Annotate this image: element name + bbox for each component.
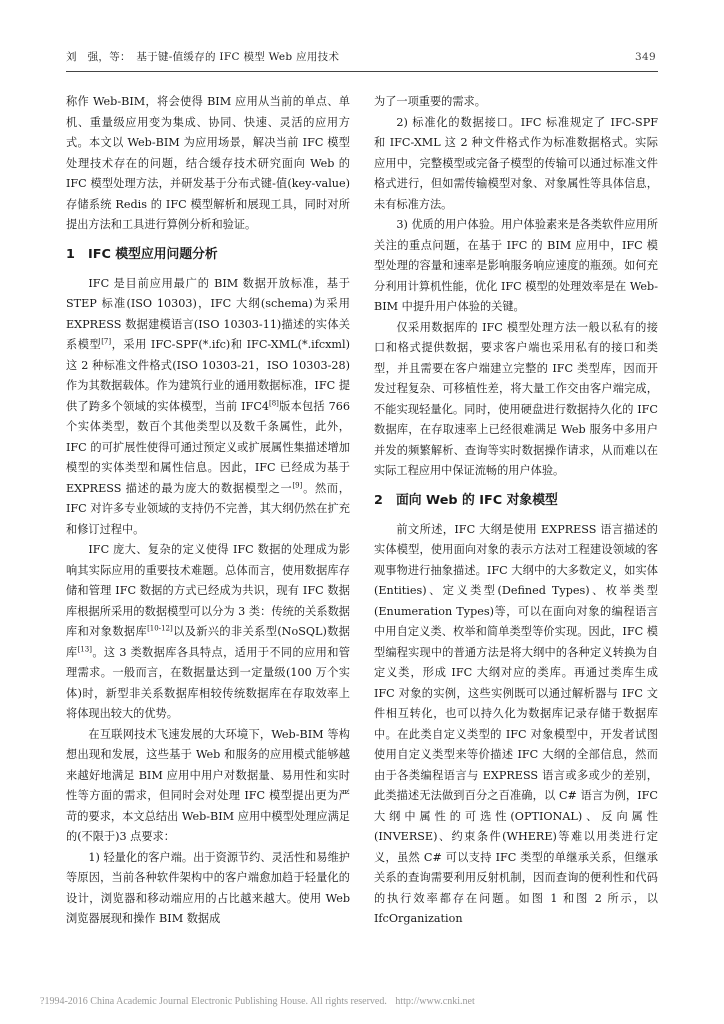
paragraph: 为了一项重要的需求。 — [374, 95, 486, 108]
section-title: 面向 Web 的 IFC 对象模型 — [396, 492, 558, 508]
section-title: IFC 模型应用问题分析 — [88, 246, 218, 262]
section-heading-1 — [66, 244, 350, 266]
left-column — [66, 92, 350, 925]
copyright-footer — [40, 994, 690, 1010]
text-run: 以及新兴的非关系型(NoSQL)数据库 — [66, 625, 350, 659]
paragraph — [66, 540, 350, 725]
section-number: 1 — [66, 246, 75, 262]
citation[interactable]: [9] — [292, 480, 303, 489]
paragraph — [66, 274, 350, 541]
citation[interactable]: [7] — [101, 337, 112, 346]
paragraph: 1) 轻量化的客户端。出于资源节约、灵活性和易维护等原因，当前各种软件架构中的客户端愈加趋于轻量化的设计，浏览器和移动端应用的占比越来越大。使用 Web 浏览器展现和操作 BIM 数据成 — [66, 850, 350, 925]
paragraph: 前文所述，IFC 大纲是使用 EXPRESS 语言描述的实体模型，使用面向对象的表示方法对工程建设领域的客观事物进行抽象描述。IFC 大纲中的大多数定义，如实体(Entities)、定义类型(Defined Types)、枚举类型(Enumeration Types)等，可以在面向对象的编程语言中用自定义类、枚举和简单类型等价实现。因此，IFC 模型编程实现中的普通方法是将大纲中的各种定义转换为自定义类，形成 IFC 大纲对应的类库。再通过类库生成 IFC 对象的实例，这些实例既可以通过解析器与 IFC 文件相互转化，也可以持久化为数据库记录存储于数据库中。在此类自定义类型的 IFC 对象模型中，开发者试图使用自定义类型来等价描述 IFC 大纲的全部信息，然而由于各类编程语言与 EXPRESS 语言或多或少的差别，此类描述无法做到百分之百准确，以 C# 语言为例，IFC 大纲中属性的可选性(OPTIONAL)、反向属性(INVERSE)、约束条件(WHERE)等难以用类进行定义，虽然 C# 可以支持 IFC 类型的单继承关系，但继承关系的查询需要利用反射机制，因而查询的便利性和代码的执行效率都存在问题。如图 1 和图 2 所示，以 IfcOrganization — [374, 522, 658, 925]
text-run: 。这 3 类数据库各具特点，适用于不同的应用和管理需求。一般而言，在数据量达到一定量级(100 万个实体)时，新型非关系数据库相较传统数据库在存取效率上将体现出较大的优势。 — [66, 645, 350, 720]
section-heading-2 — [374, 490, 658, 512]
header-rule — [66, 71, 658, 72]
running-title: 刘 强，等： 基于键-值缓存的 IFC 模型 Web 应用技术 — [66, 51, 340, 63]
text-run: IFC 庞大、复杂的定义使得 IFC 数据的处理成为影响其实际应用的重要技术难题。总体而言，使用数据库存储和管理 IFC 数据的方式已经成为共识，现有 IFC 数据库根据所采用的数据模型可以分为 3 类：传统的关系数据库和对象数据库 — [66, 543, 350, 638]
paragraph: 在互联网技术飞速发展的大环境下，Web-BIM 等构想出现和发展，这些基于 Web 和服务的应用模式能够越来越好地满足 BIM 应用中用户对数据量、易用性和实时性等方面的需求，但同时会对处理 IFC 模型提出更为严苛的要求，本文总结出 Web-BIM 应用中模型处理应满足的(不限于)3 点要求： — [66, 727, 350, 843]
page-number: 349 — [635, 51, 656, 63]
text-run: 。然而，IFC 对许多专业领域的支持仍不完善，其大纲仍然在扩充和修订过程中。 — [66, 481, 350, 536]
text-run: IFC 是目前应用最广的 BIM 数据开放标准，基于 STEP 标准(ISO 10303)，IFC 大纲(schema)为采用 EXPRESS 数据建模语言(ISO 10303-11)描述的实体关系模型 — [66, 276, 350, 351]
citation[interactable]: [10-12] — [147, 624, 173, 633]
footer-link[interactable]: http://www.cnki.net — [395, 996, 475, 1007]
paragraph: 3) 优质的用户体验。用户体验素来是各类软件应用所关注的重点问题，在基于 IFC 的 BIM 应用中，IFC 模型处理的容量和速率是影响服务响应速度的瓶颈。如何充分利用计算机性能，优化 IFC 模型的处理效率是在 Web-BIM 中提升用户体验的关键。 — [374, 218, 658, 313]
section-number: 2 — [374, 492, 383, 508]
citation[interactable]: [8] — [269, 398, 279, 407]
paragraph: 2) 标准化的数据接口。IFC 标准规定了 IFC-SPF 和 IFC-XML 这 2 种文件格式作为标准数据格式。实际应用中，完整模型或完备子模型的传输可以通过标准文件格式进行，但如需传输模型对象、对象属性等具体信息，未有标准方法。 — [374, 115, 658, 211]
running-header — [66, 48, 656, 66]
paragraph: 仅采用数据库的 IFC 模型处理方法一般以私有的接口和格式提供数据，要求客户端也采用私有的接口和类型，并且需要在客户端建立完整的 IFC 类型库，因而开发过程复杂、可移植性差，将大量工作交由客户端完成，不能实现轻量化。同时，使用硬盘进行数据持久化的 IFC 数据库，在存取速率上已经很难满足 Web 服务中多用户并发的频繁解析、查询等实时数据操作请求，从而难以在实际工程应用中保证流畅的用户体验。 — [374, 320, 658, 477]
citation[interactable]: [13] — [77, 644, 92, 653]
copyright-text: ?1994-2016 China Academic Journal Electronic Publishing House. All rights reserved. — [40, 996, 387, 1007]
paragraph: 称作 Web-BIM，将会使得 BIM 应用从当前的单点、单机、重量级应用变为集成、协同、快速、灵活的应用方式。本文以 Web-BIM 为应用场景，解决当前 IFC 模型处理技术存在的问题，结合缓存技术研究面向 Web 的 IFC 模型处理方法，并研发基于分布式键-值(key-value)存储系统 Redis 的 IFC 模型解析和展现工具，同时对所提出方法和工具进行算例分析和验证。 — [66, 95, 350, 231]
text-run: ，采用 IFC-SPF(*.ifc)和 IFC-XML(*.ifcxml)这 2 种标准文件格式(ISO 10303-21，ISO 10303-28)作为其数据载体。作为建筑行业的通用数据标准，IFC 提供了跨多个领域的实体模型，当前 IFC4 — [66, 338, 350, 413]
text-run: 版本包括 766 个实体类型，数百个其他类型以及数千条属性，此外，IFC 的可扩展性使得可通过预定义或扩展属性集描述增加模型的实体类型和属性信息。因此，IFC 已经成为基于 EXPRESS 描述的最为庞大的数据模型之一 — [66, 399, 350, 495]
right-column — [374, 92, 658, 925]
